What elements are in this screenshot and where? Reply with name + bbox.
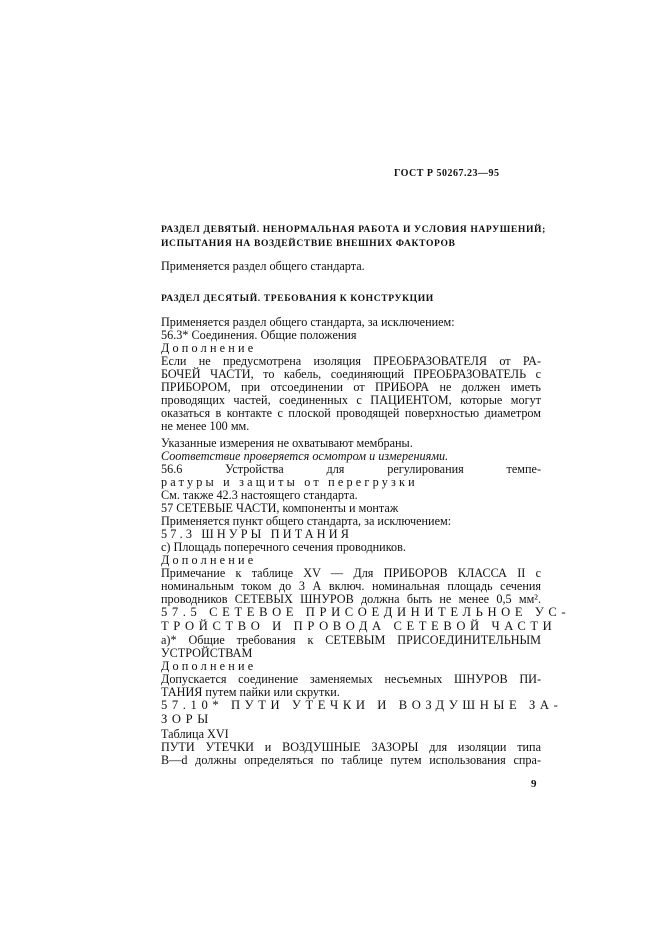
compliance-note: Соответствие проверяется осмотром и измерениями. xyxy=(161,449,449,463)
section9-title-line2: ИСПЫТАНИЯ НА ВОЗДЕЙСТВИЕ ВНЕШНИХ ФАКТОРОВ xyxy=(161,238,456,249)
text-line: В—d должны определяться по таблице путем использования спра- xyxy=(161,753,541,767)
text-line: Допускается соединение заменяемых несъемных ШНУРОВ ПИ- xyxy=(161,672,541,686)
clause-heading: ЗОРЫ xyxy=(161,712,213,726)
supplement-label: Дополнение xyxy=(161,341,257,355)
clause-heading: 57.10* ПУТИ УТЕЧКИ И ВОЗДУШНЫЕ ЗА- xyxy=(161,698,563,712)
text-line: Примечание к таблице XV — Для ПРИБОРОВ КЛАССА II с xyxy=(161,566,541,580)
text-line: не менее 100 мм. xyxy=(161,419,250,433)
page-number: 9 xyxy=(531,778,537,790)
clause-heading: 57 СЕТЕВЫЕ ЧАСТИ, компоненты и монтаж xyxy=(161,501,399,515)
text-line: Применяется раздел общего стандарта, за исключением: xyxy=(161,315,455,329)
text-line: проводников СЕТЕВЫХ ШНУРОВ должна быть не менее 0,5 мм². xyxy=(161,592,541,606)
clause-heading: 56.3* Соединения. Общие положения xyxy=(161,328,357,342)
text-line: ТАНИЯ путем пайки или скрутки. xyxy=(161,685,340,699)
text-line: См. также 42.3 настоящего стандарта. xyxy=(161,488,358,502)
section9-text: Применяется раздел общего стандарта. xyxy=(161,259,365,273)
table-caption: Таблица XVI xyxy=(161,727,229,741)
section10-title: РАЗДЕЛ ДЕСЯТЫЙ. ТРЕБОВАНИЯ К КОНСТРУКЦИИ xyxy=(161,293,434,304)
text-line: с) Площадь поперечного сечения проводников. xyxy=(161,540,406,554)
text-line: Если не предусмотрена изоляция ПРЕОБРАЗОВАТЕЛЯ от РА- xyxy=(161,354,541,368)
text-line: УСТРОЙСТВАМ xyxy=(161,646,253,660)
text-line: ПРИБОРОМ, при отсоединении от ПРИБОРА не должен иметь xyxy=(161,380,541,394)
document-header: ГОСТ Р 50267.23—95 xyxy=(394,168,500,179)
clause-heading: 57.3 ШНУРЫ ПИТАНИЯ xyxy=(161,527,353,541)
section9-title-line1: РАЗДЕЛ ДЕВЯТЫЙ. НЕНОРМАЛЬНАЯ РАБОТА И УСЛОВИЯ НАРУШЕНИЙ; xyxy=(161,224,546,235)
text-line: номинальным током до 3 А включ. номинальная площадь сечения xyxy=(161,579,541,593)
clause-heading: ратуры и защиты от перегрузки xyxy=(161,475,418,489)
text-line: БОЧЕЙ ЧАСТИ, то кабель, соединяющий ПРЕОБРАЗОВАТЕЛЬ с xyxy=(161,367,541,381)
text-line: оказаться в контакте с плоской проводящей поверхностью диаметром xyxy=(161,406,541,420)
text-line: ПУТИ УТЕЧКИ и ВОЗДУШНЫЕ ЗАЗОРЫ для изоляции типа xyxy=(161,740,541,754)
clause-heading: ТРОЙСТВО И ПРОВОДА СЕТЕВОЙ ЧАСТИ xyxy=(161,619,557,633)
text-line: Применяется пункт общего стандарта, за исключением: xyxy=(161,514,452,528)
text-line: проводящих частей, соединенных с ПАЦИЕНТОМ, которые могут xyxy=(161,393,541,407)
clause-heading: 57.5 СЕТЕВОЕ ПРИСОЕДИНИТЕЛЬНОЕ УС- xyxy=(161,605,571,619)
clause-heading: 56.6 Устройства для регулирования темпе- xyxy=(161,462,541,476)
text-line: а)* Общие требования к СЕТЕВЫМ ПРИСОЕДИНИТЕЛЬНЫМ xyxy=(161,633,541,647)
supplement-label: Дополнение xyxy=(161,659,257,673)
text-line: Указанные измерения не охватывают мембраны. xyxy=(161,436,413,450)
supplement-label: Дополнение xyxy=(161,553,257,567)
